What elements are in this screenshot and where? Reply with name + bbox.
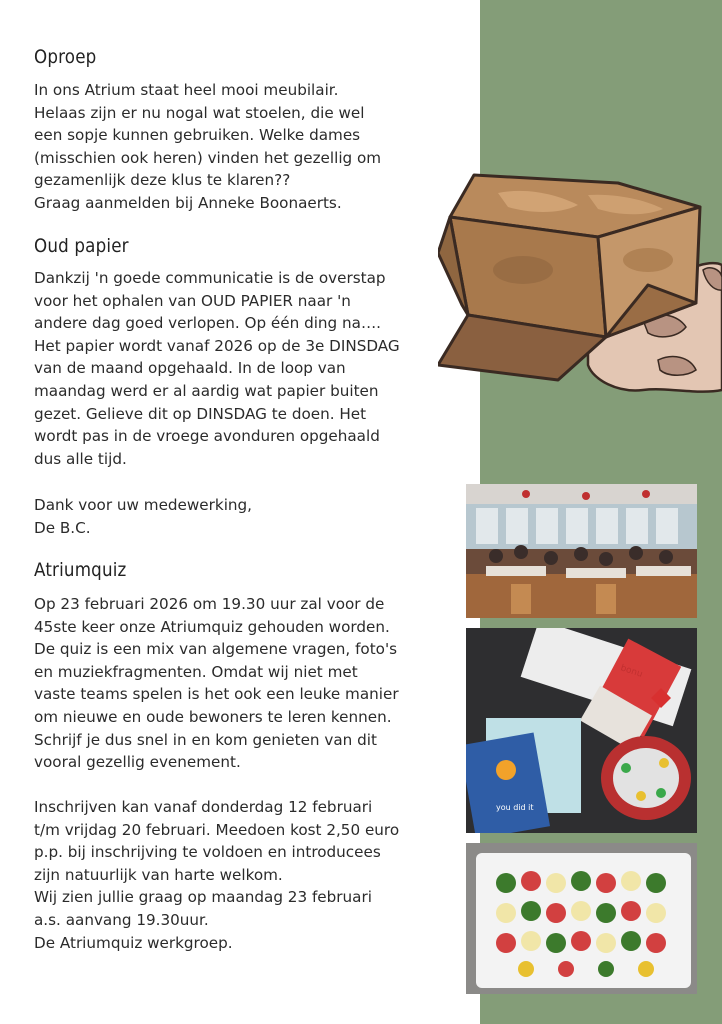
oproep-text <box>34 79 381 215</box>
oud-papier-signoff <box>34 494 252 539</box>
text-line: van de maand opgehaald. In de loop van <box>34 359 346 378</box>
text-line: Graag aanmelden bij Anneke Boonaerts. <box>34 193 342 212</box>
text-line: en muziekfragmenten. Omdat wij niet met <box>34 662 358 681</box>
text-line: dus alle tijd. <box>34 449 127 468</box>
text-line: t/m vrijdag 20 februari. Meedoen kost 2,50 euro <box>34 820 400 839</box>
cardboard-box-illustration <box>438 165 722 395</box>
text-line: 45ste keer onze Atriumquiz gehouden worden. <box>34 617 390 636</box>
text-line: andere dag goed verlopen. Op één ding na…. <box>34 314 381 333</box>
text-line: een sopje kunnen gebruiken. Welke dames <box>34 126 361 145</box>
heading-atriumquiz: Atriumquiz <box>34 559 127 581</box>
text-line: Dankzij 'n goede communicatie is de overstap <box>34 269 386 287</box>
text-line: De B.C. <box>34 518 91 537</box>
atriumquiz-text <box>34 593 399 774</box>
oud-papier-text <box>34 267 400 470</box>
text-line: De quiz is een mix van algemene vragen, foto's <box>34 640 398 659</box>
quiz-prizes-photo <box>466 628 697 833</box>
text-line: Dank voor uw medewerking, <box>34 496 253 514</box>
text-line: (misschien ook heren) vinden het gezellig om <box>34 148 382 167</box>
text-line: vooral gezellig evenement. <box>34 753 241 772</box>
text-line: Inschrijven kan vanaf donderdag 12 februari <box>34 798 373 816</box>
text-line: Wij zien jullie graag op maandag 23 februari <box>34 888 372 907</box>
text-line: om nieuwe en oude bewoners te leren kennen. <box>34 707 392 726</box>
brand-text: bonu <box>619 663 644 680</box>
text-line: Helaas zijn er nu nogal wat stoelen, die wel <box>34 103 365 122</box>
text-line: vaste teams spelen is het ook een leuke manier <box>34 685 399 704</box>
text-line: a.s. aanvang 19.30uur. <box>34 910 209 929</box>
atriumquiz-registration <box>34 796 399 954</box>
text-line: Het papier wordt vanaf 2026 op de 3e DINSDAG <box>34 336 400 355</box>
text-line: De Atriumquiz werkgroep. <box>34 933 233 952</box>
heading-oproep: Oproep <box>34 46 97 68</box>
text-line: maandag werd er al aardig wat papier buiten <box>34 381 379 400</box>
atrium-room-photo <box>466 484 697 618</box>
text-line: wordt pas in de vroege avonduren opgehaald <box>34 427 380 446</box>
text-line: Op 23 februari 2026 om 19.30 uur zal voor de <box>34 595 385 613</box>
text-line: Schrijf je dus snel in en kom genieten van dit <box>34 730 377 749</box>
heading-oud-papier: Oud papier <box>34 235 129 257</box>
text-line: p.p. bij inschrijving te voldoen en introducees <box>34 843 381 862</box>
text-line: gezet. Gelieve dit op DINSDAG te doen. Het <box>34 404 367 423</box>
text-line: gezamenlijk deze klus te klaren?? <box>34 171 291 190</box>
text-line: In ons Atrium staat heel mooi meubilair. <box>34 81 339 99</box>
snack-platter-photo <box>466 843 697 994</box>
text-line: voor het ophalen van OUD PAPIER naar 'n <box>34 291 351 310</box>
text-line: zijn natuurlijk van harte welkom. <box>34 865 283 884</box>
book-text: you did it <box>496 803 534 812</box>
